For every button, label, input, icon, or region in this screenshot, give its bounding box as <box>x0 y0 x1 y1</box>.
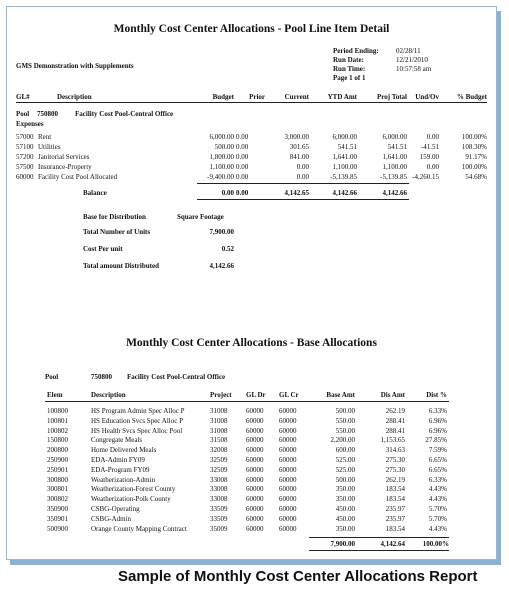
col-description: Description <box>57 93 92 101</box>
col-desc2: Description <box>91 391 126 399</box>
row-prior: 0.00 <box>236 153 249 161</box>
row-gl-cr: 60000 <box>279 514 297 523</box>
row-pct: 100.00% <box>461 163 487 171</box>
row-base-amt: 350.00 <box>335 495 355 504</box>
col-und-ov: Und/Ov <box>415 93 439 101</box>
row-description: Weatherization-Admin <box>91 475 155 484</box>
row-budget: 1,100.00 <box>209 163 234 171</box>
row-gl-cr: 60000 <box>279 426 297 435</box>
row-description: HS Health Svcs Spec Alloc Pool <box>91 426 183 435</box>
row-gl-cr: 60000 <box>279 485 297 494</box>
row-ytd: 541.51 <box>337 143 357 151</box>
row-und: -41.51 <box>420 143 439 151</box>
row-und: 159.00 <box>419 153 439 161</box>
pool-label: Pool <box>16 110 30 118</box>
row-project: 31008 <box>210 416 228 425</box>
col-gl-dr: GL Dr <box>246 391 266 399</box>
report2-title: Monthly Cost Center Allocations - Base Allocations <box>126 337 377 349</box>
row-description: Orange County Mapping Contract <box>91 524 187 533</box>
row-base-amt: 350.00 <box>335 485 355 494</box>
run-time-value: 10:57:58 am <box>396 65 432 73</box>
balance-bottom-rule <box>197 199 409 200</box>
col-project: Project <box>210 391 232 399</box>
totals-top-rule <box>309 537 449 538</box>
row-dist-pct: 6.33% <box>428 407 447 415</box>
row-elem: 350901 <box>47 514 68 523</box>
row-elem: 300802 <box>47 495 68 504</box>
balance-proj: 4,142.66 <box>382 189 407 197</box>
total-base-amt: 7,900.00 <box>330 540 355 548</box>
row-gl: 57100 <box>16 143 34 151</box>
org-name: GMS Demonstration with Supplements <box>16 62 134 70</box>
row-description: Congregate Meals <box>91 436 143 445</box>
row-base-amt: 600.00 <box>335 446 355 455</box>
row-dist-pct: 4.43% <box>428 485 447 494</box>
row-proj: -5,139.85 <box>380 173 407 181</box>
balance-top-rule <box>197 183 409 184</box>
pool-name: Facility Cost Pool-Central Office <box>75 110 174 118</box>
row-dist-pct: 4.43% <box>428 524 447 533</box>
row-base-amt: 550.00 <box>335 426 355 435</box>
cost-per-unit-label: Cost Per unit <box>83 245 123 253</box>
pool2-number: 750800 <box>91 373 112 381</box>
row-base-amt: 500.00 <box>335 475 355 484</box>
total-dis-amt: 4,142.64 <box>380 540 405 548</box>
period-value: 02/28/11 <box>396 47 421 55</box>
row-gl-dr: 60000 <box>246 514 264 523</box>
row-gl-dr: 60000 <box>246 426 264 435</box>
row-desc: Facility Cost Pool Allocated <box>38 173 118 181</box>
row-pct: 108.30% <box>461 143 487 151</box>
row-desc: Insurance-Property <box>38 163 92 171</box>
row-current: 0.00 <box>296 173 309 181</box>
row-elem: 100800 <box>47 407 68 415</box>
pool-number: 750800 <box>37 110 58 118</box>
row-description: EDA-Admin FY09 <box>91 456 145 464</box>
row-description: Home Delivered Meals <box>91 446 157 455</box>
col-base-amt: Base Amt <box>326 391 355 399</box>
row-ytd: 1,100.00 <box>332 163 357 171</box>
row-base-amt: 500.00 <box>335 407 355 415</box>
row-description: HS Program Admin Spec Alloc P <box>91 407 185 415</box>
row-proj: 6,000.00 <box>382 133 407 141</box>
row-elem: 300800 <box>47 475 68 484</box>
row-elem: 250901 <box>47 465 68 474</box>
row-gl-dr: 60000 <box>246 407 264 415</box>
row-gl: 57500 <box>16 163 34 171</box>
run-date-value: 12/21/2010 <box>396 56 428 64</box>
row-gl-dr: 60000 <box>246 456 264 464</box>
row-gl-dr: 60000 <box>246 446 264 455</box>
row-elem: 350900 <box>47 505 68 513</box>
row-dist-pct: 6.96% <box>428 426 447 435</box>
row-project: 32509 <box>210 456 228 464</box>
row-elem: 250900 <box>47 456 68 464</box>
row-description: Weatherization-Forest County <box>91 485 176 494</box>
row-gl-dr: 60000 <box>246 505 264 513</box>
balance-label: Balance <box>83 189 107 197</box>
row-und: 0.00 <box>426 163 439 171</box>
row-dis-amt: 314.63 <box>385 446 405 455</box>
page-number: Page 1 of 1 <box>333 74 366 82</box>
header2-rule <box>45 401 449 402</box>
row-dis-amt: 262.19 <box>385 407 405 415</box>
col-dist-pct: Dist % <box>426 391 447 399</box>
row-budget: 1,800.00 <box>209 153 234 161</box>
distributed-value: 4,142.66 <box>209 262 234 270</box>
pool2-label: Pool <box>45 373 59 381</box>
row-und: -4,260.15 <box>412 173 439 181</box>
row-base-amt: 2,200.00 <box>330 436 355 445</box>
col-prior: Prior <box>249 93 265 101</box>
row-dist-pct: 6.96% <box>428 416 447 425</box>
balance-budget: 0.00 <box>221 189 234 197</box>
row-pct: 54.68% <box>465 173 487 181</box>
row-dis-amt: 275.30 <box>385 456 405 464</box>
row-description: CSBG-Operating <box>91 505 140 513</box>
row-ytd: -5,139.85 <box>330 173 357 181</box>
row-dis-amt: 1,153.65 <box>380 436 405 445</box>
row-gl-cr: 60000 <box>279 446 297 455</box>
col-pct-budget: % Budget <box>456 93 487 101</box>
report-page <box>6 6 497 560</box>
row-base-amt: 350.00 <box>335 524 355 533</box>
row-gl-cr: 60000 <box>279 475 297 484</box>
row-gl-cr: 60000 <box>279 456 297 464</box>
row-gl-dr: 60000 <box>246 465 264 474</box>
row-ytd: 6,000.00 <box>332 133 357 141</box>
row-gl-dr: 60000 <box>246 416 264 425</box>
row-proj: 1,100.00 <box>382 163 407 171</box>
total-dist-pct: 100.00% <box>422 540 449 548</box>
row-description: Weatherization-Polk County <box>91 495 171 504</box>
period-label: Period Ending: <box>333 47 379 55</box>
row-elem: 300801 <box>47 485 68 494</box>
balance-current: 4,142.65 <box>284 189 309 197</box>
row-dist-pct: 5.70% <box>428 514 447 523</box>
row-gl-dr: 60000 <box>246 436 264 445</box>
row-project: 32008 <box>210 446 228 455</box>
row-dist-pct: 27.85% <box>425 436 447 445</box>
row-project: 35009 <box>210 524 228 533</box>
row-dist-pct: 4.43% <box>428 495 447 504</box>
row-current: 3,000.00 <box>284 133 309 141</box>
row-current: 0.00 <box>296 163 309 171</box>
row-desc: Utilities <box>38 143 61 151</box>
col-gl-cr: GL Cr <box>279 391 299 399</box>
row-gl-dr: 60000 <box>246 475 264 484</box>
row-current: 301.65 <box>289 143 309 151</box>
col-gl: GL# <box>16 93 30 101</box>
row-budget: -9,400.00 <box>207 173 234 181</box>
row-project: 33008 <box>210 475 228 484</box>
row-dis-amt: 183.54 <box>385 485 405 494</box>
row-base-amt: 525.00 <box>335 456 355 464</box>
distributed-label: Total amount Distributed <box>83 262 159 270</box>
row-proj: 1,641.00 <box>382 153 407 161</box>
pool2-name: Facility Cost Pool-Central Office <box>127 373 226 381</box>
totals-bottom-rule <box>309 550 449 551</box>
base-value: Square Footage <box>177 213 224 221</box>
units-value: 7,900.00 <box>209 228 234 236</box>
row-elem: 500900 <box>47 524 68 533</box>
row-project: 31008 <box>210 407 228 415</box>
col-elem: Elem <box>47 391 63 399</box>
units-label: Total Number of Units <box>83 228 151 236</box>
row-gl-cr: 60000 <box>279 436 297 445</box>
row-base-amt: 450.00 <box>335 514 355 523</box>
row-gl: 57200 <box>16 153 34 161</box>
base-label: Base for Distribution <box>83 213 146 221</box>
row-dis-amt: 235.97 <box>385 514 405 523</box>
row-budget: 500.00 <box>214 143 234 151</box>
row-und: 0.00 <box>426 133 439 141</box>
run-time-label: Run Time: <box>333 65 366 73</box>
row-gl-cr: 60000 <box>279 465 297 474</box>
row-prior: 0.00 <box>236 163 249 171</box>
row-proj: 541.51 <box>387 143 407 151</box>
col-budget: Budget <box>212 93 234 101</box>
row-desc: Janitorial Services <box>38 153 90 161</box>
row-dis-amt: 288.41 <box>385 416 405 425</box>
row-dist-pct: 6.65% <box>428 456 447 464</box>
row-project: 31508 <box>210 436 228 445</box>
row-dis-amt: 288.41 <box>385 426 405 435</box>
row-project: 33008 <box>210 485 228 494</box>
row-elem: 150800 <box>47 436 68 445</box>
row-dis-amt: 183.54 <box>385 495 405 504</box>
balance-ytd: 4,142.66 <box>332 189 357 197</box>
row-elem: 200800 <box>47 446 68 455</box>
header-rule <box>16 102 487 103</box>
row-pct: 100.00% <box>461 133 487 141</box>
row-prior: 0.00 <box>236 173 249 181</box>
row-project: 33509 <box>210 514 228 523</box>
row-gl-dr: 60000 <box>246 485 264 494</box>
row-current: 841.00 <box>289 153 309 161</box>
row-prior: 0.00 <box>236 143 249 151</box>
row-gl: 60000 <box>16 173 34 181</box>
row-project: 32509 <box>210 465 228 474</box>
col-dis-amt: Dis Amt <box>380 391 405 399</box>
balance-prior: 0.00 <box>236 189 249 197</box>
row-gl-cr: 60000 <box>279 407 297 415</box>
row-dist-pct: 7.59% <box>428 446 447 455</box>
figure-caption: Sample of Monthly Cost Center Allocations Report <box>118 568 478 585</box>
run-date-label: Run Date: <box>333 56 364 64</box>
row-elem: 100801 <box>47 416 68 425</box>
row-project: 33008 <box>210 495 228 504</box>
row-gl-cr: 60000 <box>279 416 297 425</box>
row-description: EDA-Program FY09 <box>91 465 150 474</box>
row-project: 33509 <box>210 505 228 513</box>
col-proj-total: Proj Total <box>376 93 407 101</box>
row-dis-amt: 183.54 <box>385 524 405 533</box>
row-budget: 6,000.00 <box>209 133 234 141</box>
row-gl-dr: 60000 <box>246 495 264 504</box>
row-description: HS Education Svcs Spec Alloc P <box>91 416 183 425</box>
report1-title: Monthly Cost Center Allocations - Pool Line Item Detail <box>113 23 390 35</box>
row-desc: Rent <box>38 133 52 141</box>
cost-per-unit-value: 0.52 <box>221 245 234 253</box>
row-dis-amt: 275.30 <box>385 465 405 474</box>
row-dist-pct: 5.70% <box>428 505 447 513</box>
row-gl-cr: 60000 <box>279 505 297 513</box>
row-gl: 57000 <box>16 133 34 141</box>
row-gl-cr: 60000 <box>279 524 297 533</box>
row-base-amt: 525.00 <box>335 465 355 474</box>
row-dis-amt: 262.19 <box>385 475 405 484</box>
row-description: CSBG-Admin <box>91 514 132 523</box>
expenses-label: Expenses <box>16 120 44 128</box>
row-ytd: 1,641.00 <box>332 153 357 161</box>
row-gl-dr: 60000 <box>246 524 264 533</box>
row-project: 31008 <box>210 426 228 435</box>
col-current: Current <box>284 93 309 101</box>
col-ytd: YTD Amt <box>327 93 357 101</box>
row-elem: 100802 <box>47 426 68 435</box>
row-gl-cr: 60000 <box>279 495 297 504</box>
row-base-amt: 550.00 <box>335 416 355 425</box>
row-base-amt: 450.00 <box>335 505 355 513</box>
row-pct: 91.17% <box>465 153 487 161</box>
row-prior: 0.00 <box>236 133 249 141</box>
row-dist-pct: 6.65% <box>428 465 447 474</box>
row-dist-pct: 6.33% <box>428 475 447 484</box>
row-dis-amt: 235.97 <box>385 505 405 513</box>
